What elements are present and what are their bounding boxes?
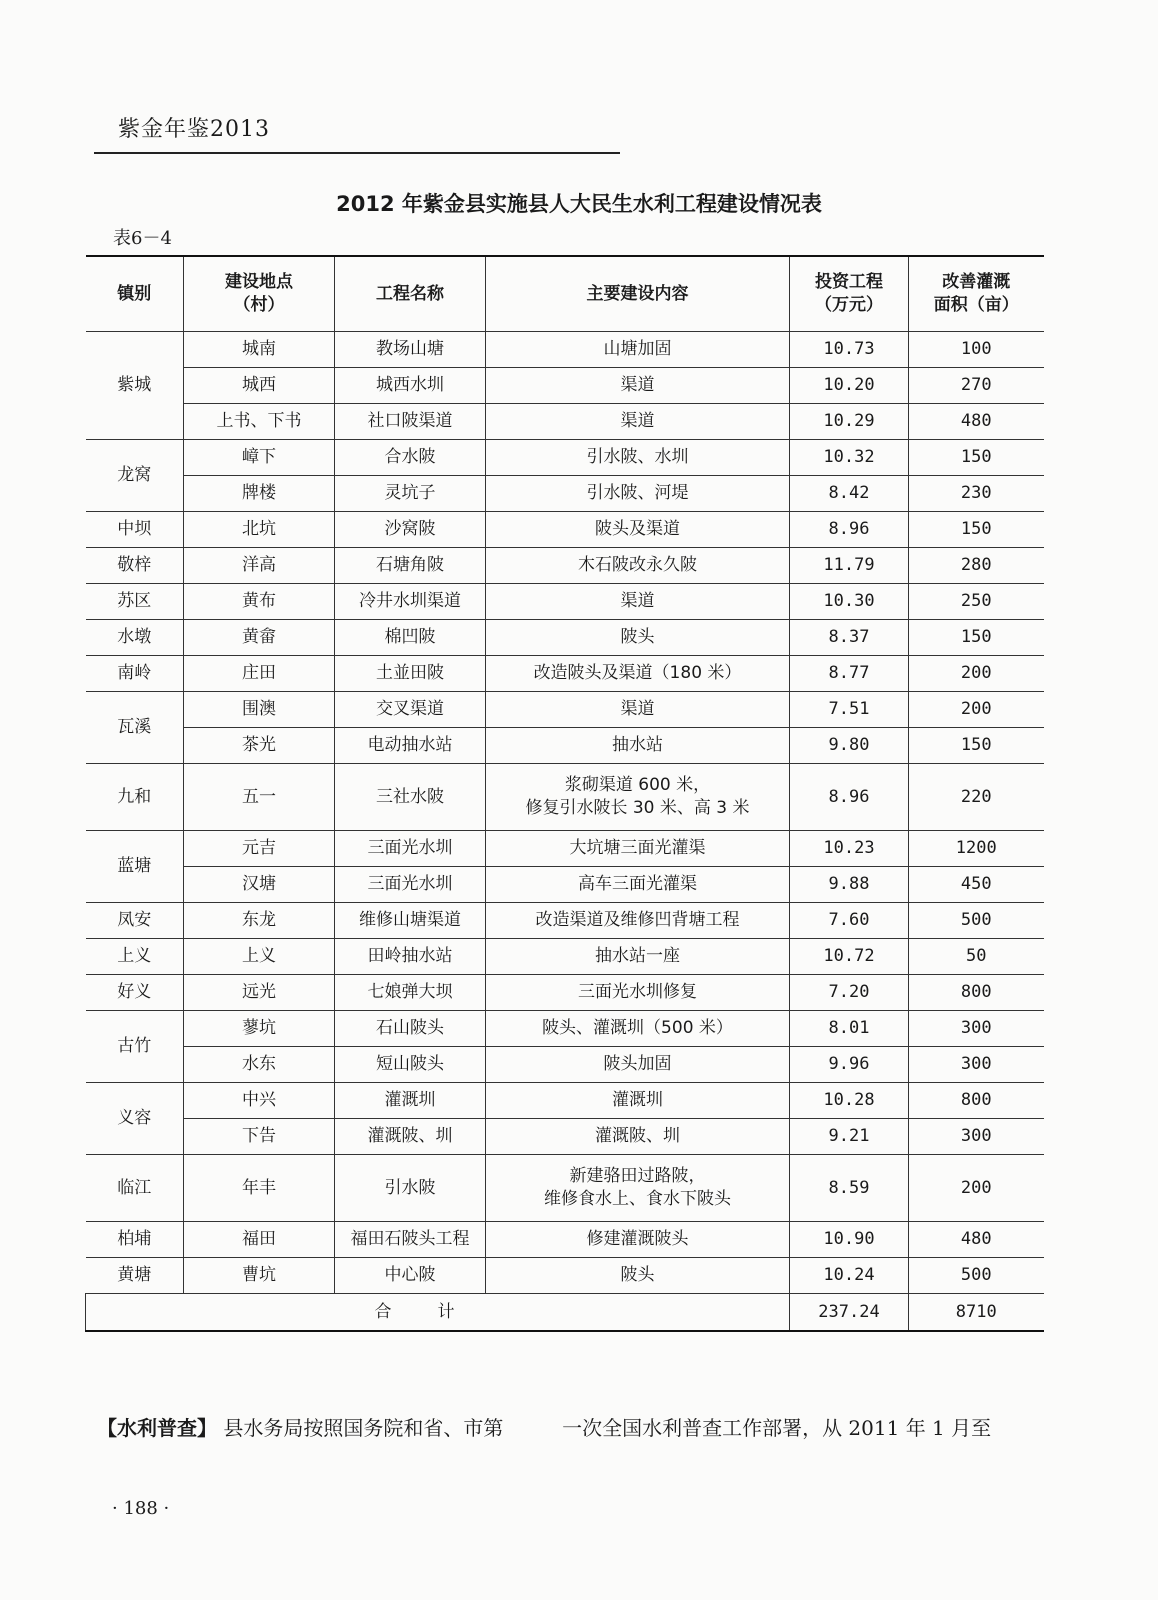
- project-cell: 石山陂头: [335, 1011, 486, 1047]
- content-line: 改造渠道及维修凹背塘工程: [535, 910, 740, 931]
- paragraph-text-b: 一次全国水利普查工作部署，从 2011 年 1 月至: [562, 1416, 992, 1440]
- header-row: [86, 256, 1044, 332]
- town-cell: 黄塘: [86, 1258, 184, 1294]
- location-cell: 黄畲: [184, 620, 335, 656]
- table-row: [86, 831, 1044, 867]
- table-row: [86, 584, 1044, 620]
- header-area: 改善灌溉 面积（亩）: [909, 256, 1044, 332]
- project-cell: 灌溉陂、圳: [335, 1119, 486, 1155]
- content-cell: [486, 692, 790, 728]
- content-cell: [486, 1222, 790, 1258]
- content-cell: [486, 548, 790, 584]
- town-cell: 临江: [86, 1155, 184, 1222]
- area-cell: 480: [909, 1222, 1044, 1258]
- project-cell: 引水陂: [335, 1155, 486, 1222]
- header-rule: [94, 152, 620, 154]
- project-cell: 教场山塘: [335, 332, 486, 368]
- investment-cell: 8.59: [790, 1155, 909, 1222]
- page-number: · 188 ·: [112, 1498, 170, 1519]
- table-row: [86, 975, 1044, 1011]
- location-cell: 黄布: [184, 584, 335, 620]
- header-content: 主要建设内容: [486, 256, 790, 332]
- investment-cell: 10.72: [790, 939, 909, 975]
- location-cell: 茶光: [184, 728, 335, 764]
- location-cell: 城西: [184, 368, 335, 404]
- content-cell: [486, 1155, 790, 1222]
- location-cell: 福田: [184, 1222, 335, 1258]
- location-cell: 中兴: [184, 1083, 335, 1119]
- area-cell: 800: [909, 975, 1044, 1011]
- area-cell: 150: [909, 440, 1044, 476]
- investment-cell: 9.88: [790, 867, 909, 903]
- area-cell: 450: [909, 867, 1044, 903]
- content-line: 陂头: [620, 627, 655, 648]
- table-title: 2012 年紫金县实施县人大民生水利工程建设情况表: [336, 192, 822, 216]
- investment-cell: 9.96: [790, 1047, 909, 1083]
- area-cell: 150: [909, 728, 1044, 764]
- town-cell: 苏区: [86, 584, 184, 620]
- town-cell: 龙窝: [86, 440, 184, 512]
- investment-cell: 10.29: [790, 404, 909, 440]
- content-cell: [486, 440, 790, 476]
- content-line: 陂头、灌溉圳（500 米）: [542, 1018, 733, 1039]
- area-cell: 250: [909, 584, 1044, 620]
- table-row: [86, 1047, 1044, 1083]
- location-cell: 北坑: [184, 512, 335, 548]
- project-cell: 棉凹陂: [335, 620, 486, 656]
- area-cell: 300: [909, 1011, 1044, 1047]
- town-cell: 水墩: [86, 620, 184, 656]
- content-cell: [486, 764, 790, 831]
- table-row: [86, 1083, 1044, 1119]
- content-line: 浆砌渠道 600 米，: [564, 775, 711, 796]
- location-cell: 围澳: [184, 692, 335, 728]
- area-cell: 800: [909, 1083, 1044, 1119]
- content-line: 高车三面光灌渠: [578, 874, 697, 895]
- total-row: [86, 1294, 1044, 1332]
- content-line: 山塘加固: [603, 339, 672, 360]
- location-cell: 洋高: [184, 548, 335, 584]
- content-line: 抽水站一座: [595, 946, 680, 967]
- content-line: 陂头加固: [603, 1054, 672, 1075]
- investment-cell: 9.80: [790, 728, 909, 764]
- project-cell: 三面光水圳: [335, 831, 486, 867]
- project-cell: 社口陂渠道: [335, 404, 486, 440]
- investment-cell: 10.30: [790, 584, 909, 620]
- content-line: 灌溉圳: [612, 1090, 663, 1111]
- body-paragraph: [97, 1412, 1057, 1441]
- investment-cell: 10.23: [790, 831, 909, 867]
- content-cell: [486, 512, 790, 548]
- table-row: [86, 332, 1044, 368]
- investment-cell: 8.77: [790, 656, 909, 692]
- content-line: 木石陂改永久陂: [578, 555, 697, 576]
- content-line: 灌溉陂、圳: [595, 1126, 680, 1147]
- town-cell: 上义: [86, 939, 184, 975]
- area-cell: 100: [909, 332, 1044, 368]
- town-cell: 中坝: [86, 512, 184, 548]
- content-cell: [486, 975, 790, 1011]
- content-cell: [486, 1047, 790, 1083]
- location-cell: 下告: [184, 1119, 335, 1155]
- content-line: 陂头及渠道: [595, 519, 680, 540]
- project-cell: 田岭抽水站: [335, 939, 486, 975]
- investment-cell: 8.96: [790, 512, 909, 548]
- table-row: [86, 1155, 1044, 1222]
- project-cell: 石塘角陂: [335, 548, 486, 584]
- table-row: [86, 548, 1044, 584]
- investment-cell: 9.21: [790, 1119, 909, 1155]
- content-line: 修复引水陂长 30 米、高 3 米: [525, 798, 750, 818]
- investment-cell: 10.20: [790, 368, 909, 404]
- area-cell: 500: [909, 903, 1044, 939]
- content-cell: [486, 939, 790, 975]
- town-cell: 柏埔: [86, 1222, 184, 1258]
- total-area: 8710: [909, 1294, 1044, 1332]
- investment-cell: 8.42: [790, 476, 909, 512]
- investment-cell: 8.37: [790, 620, 909, 656]
- content-cell: [486, 656, 790, 692]
- project-cell: 三面光水圳: [335, 867, 486, 903]
- header-location: 建设地点 （村）: [184, 256, 335, 332]
- area-cell: 480: [909, 404, 1044, 440]
- area-cell: 300: [909, 1119, 1044, 1155]
- location-cell: 城南: [184, 332, 335, 368]
- table-row: [86, 1222, 1044, 1258]
- location-cell: 曹坑: [184, 1258, 335, 1294]
- investment-cell: 8.96: [790, 764, 909, 831]
- content-cell: [486, 620, 790, 656]
- content-cell: [486, 831, 790, 867]
- table-row: [86, 903, 1044, 939]
- area-cell: 200: [909, 692, 1044, 728]
- investment-cell: 10.28: [790, 1083, 909, 1119]
- area-cell: 50: [909, 939, 1044, 975]
- content-line: 渠道: [620, 699, 655, 720]
- project-cell: 三社水陂: [335, 764, 486, 831]
- location-cell: 汉塘: [184, 867, 335, 903]
- project-cell: 七娘弹大坝: [335, 975, 486, 1011]
- content-line: 引水陂、河堤: [586, 483, 689, 504]
- table-row: [86, 656, 1044, 692]
- location-cell: 年丰: [184, 1155, 335, 1222]
- table-row: [86, 692, 1044, 728]
- content-cell: [486, 867, 790, 903]
- area-cell: 200: [909, 1155, 1044, 1222]
- project-cell: 中心陂: [335, 1258, 486, 1294]
- area-cell: 200: [909, 656, 1044, 692]
- town-cell: 义容: [86, 1083, 184, 1155]
- content-cell: [486, 1119, 790, 1155]
- total-label: 合计: [86, 1294, 790, 1332]
- investment-cell: 7.20: [790, 975, 909, 1011]
- content-cell: [486, 476, 790, 512]
- irrigation-table: [85, 255, 1044, 1332]
- area-cell: 270: [909, 368, 1044, 404]
- town-cell: 好义: [86, 975, 184, 1011]
- investment-cell: 10.90: [790, 1222, 909, 1258]
- project-cell: 沙窝陂: [335, 512, 486, 548]
- investment-cell: 10.24: [790, 1258, 909, 1294]
- project-cell: 福田石陂头工程: [335, 1222, 486, 1258]
- location-cell: 远光: [184, 975, 335, 1011]
- paragraph-text-a: 县水务局按照国务院和省、市第: [223, 1416, 504, 1440]
- project-cell: 冷井水圳渠道: [335, 584, 486, 620]
- investment-cell: 7.60: [790, 903, 909, 939]
- content-cell: [486, 404, 790, 440]
- project-cell: 电动抽水站: [335, 728, 486, 764]
- town-cell: 九和: [86, 764, 184, 831]
- area-cell: 150: [909, 512, 1044, 548]
- project-cell: 灵坑子: [335, 476, 486, 512]
- content-line: 陂头: [620, 1265, 655, 1286]
- table-row: [86, 368, 1044, 404]
- table-body: [86, 332, 1044, 1294]
- town-cell: 南岭: [86, 656, 184, 692]
- content-line: 大坑塘三面光灌渠: [569, 838, 706, 859]
- content-cell: [486, 332, 790, 368]
- location-cell: 牌楼: [184, 476, 335, 512]
- content-line: 引水陂、水圳: [586, 447, 689, 468]
- investment-cell: 10.73: [790, 332, 909, 368]
- table-row: [86, 1119, 1044, 1155]
- table-number: 表6－4: [113, 228, 172, 249]
- town-cell: 敬梓: [86, 548, 184, 584]
- table-row: [86, 620, 1044, 656]
- location-cell: 元吉: [184, 831, 335, 867]
- table-row: [86, 1258, 1044, 1294]
- location-cell: 蓼坑: [184, 1011, 335, 1047]
- location-cell: 五一: [184, 764, 335, 831]
- project-cell: 土並田陂: [335, 656, 486, 692]
- town-cell: 凤安: [86, 903, 184, 939]
- table-row: [86, 440, 1044, 476]
- header-project: 工程名称: [335, 256, 486, 332]
- investment-cell: 8.01: [790, 1011, 909, 1047]
- area-cell: 300: [909, 1047, 1044, 1083]
- content-line: 抽水站: [612, 735, 663, 756]
- content-line: 渠道: [620, 411, 655, 432]
- running-head: 紫金年鉴2013: [118, 117, 270, 142]
- paragraph-tag: 【水利普查】: [97, 1416, 217, 1440]
- content-cell: [486, 584, 790, 620]
- project-cell: 交叉渠道: [335, 692, 486, 728]
- content-cell: [486, 728, 790, 764]
- content-line: 渠道: [620, 375, 655, 396]
- content-cell: [486, 368, 790, 404]
- content-cell: [486, 1258, 790, 1294]
- area-cell: 280: [909, 548, 1044, 584]
- location-cell: 庄田: [184, 656, 335, 692]
- content-line: 新建骆田过路陂，: [569, 1166, 706, 1187]
- location-cell: 东龙: [184, 903, 335, 939]
- table-row: [86, 512, 1044, 548]
- area-cell: 230: [909, 476, 1044, 512]
- area-cell: 500: [909, 1258, 1044, 1294]
- table-row: [86, 728, 1044, 764]
- table-row: [86, 939, 1044, 975]
- content-line: 三面光水圳修复: [578, 982, 697, 1003]
- table-row: [86, 1011, 1044, 1047]
- content-line: 维修食水上、食水下陂头: [544, 1189, 731, 1209]
- content-line: 改造陂头及渠道（180 米）: [533, 663, 742, 684]
- header-investment: 投资工程 （万元）: [790, 256, 909, 332]
- area-cell: 150: [909, 620, 1044, 656]
- content-cell: [486, 1083, 790, 1119]
- investment-cell: 11.79: [790, 548, 909, 584]
- table-row: [86, 476, 1044, 512]
- location-cell: 上书、下书: [184, 404, 335, 440]
- header-town: 镇别: [86, 256, 184, 332]
- project-cell: 短山陂头: [335, 1047, 486, 1083]
- total-investment: 237.24: [790, 1294, 909, 1332]
- table-row: [86, 404, 1044, 440]
- location-cell: 嶂下: [184, 440, 335, 476]
- project-cell: 维修山塘渠道: [335, 903, 486, 939]
- town-cell: 蓝塘: [86, 831, 184, 903]
- area-cell: 220: [909, 764, 1044, 831]
- content-cell: [486, 903, 790, 939]
- content-line: 修建灌溉陂头: [586, 1229, 689, 1250]
- investment-cell: 7.51: [790, 692, 909, 728]
- town-cell: 瓦溪: [86, 692, 184, 764]
- investment-cell: 10.32: [790, 440, 909, 476]
- project-cell: 城西水圳: [335, 368, 486, 404]
- table-row: [86, 867, 1044, 903]
- town-cell: 古竹: [86, 1011, 184, 1083]
- location-cell: 上义: [184, 939, 335, 975]
- content-line: 渠道: [620, 591, 655, 612]
- table-row: [86, 764, 1044, 831]
- town-cell: 紫城: [86, 332, 184, 440]
- content-cell: [486, 1011, 790, 1047]
- project-cell: 灌溉圳: [335, 1083, 486, 1119]
- project-cell: 合水陂: [335, 440, 486, 476]
- area-cell: 1200: [909, 831, 1044, 867]
- location-cell: 水东: [184, 1047, 335, 1083]
